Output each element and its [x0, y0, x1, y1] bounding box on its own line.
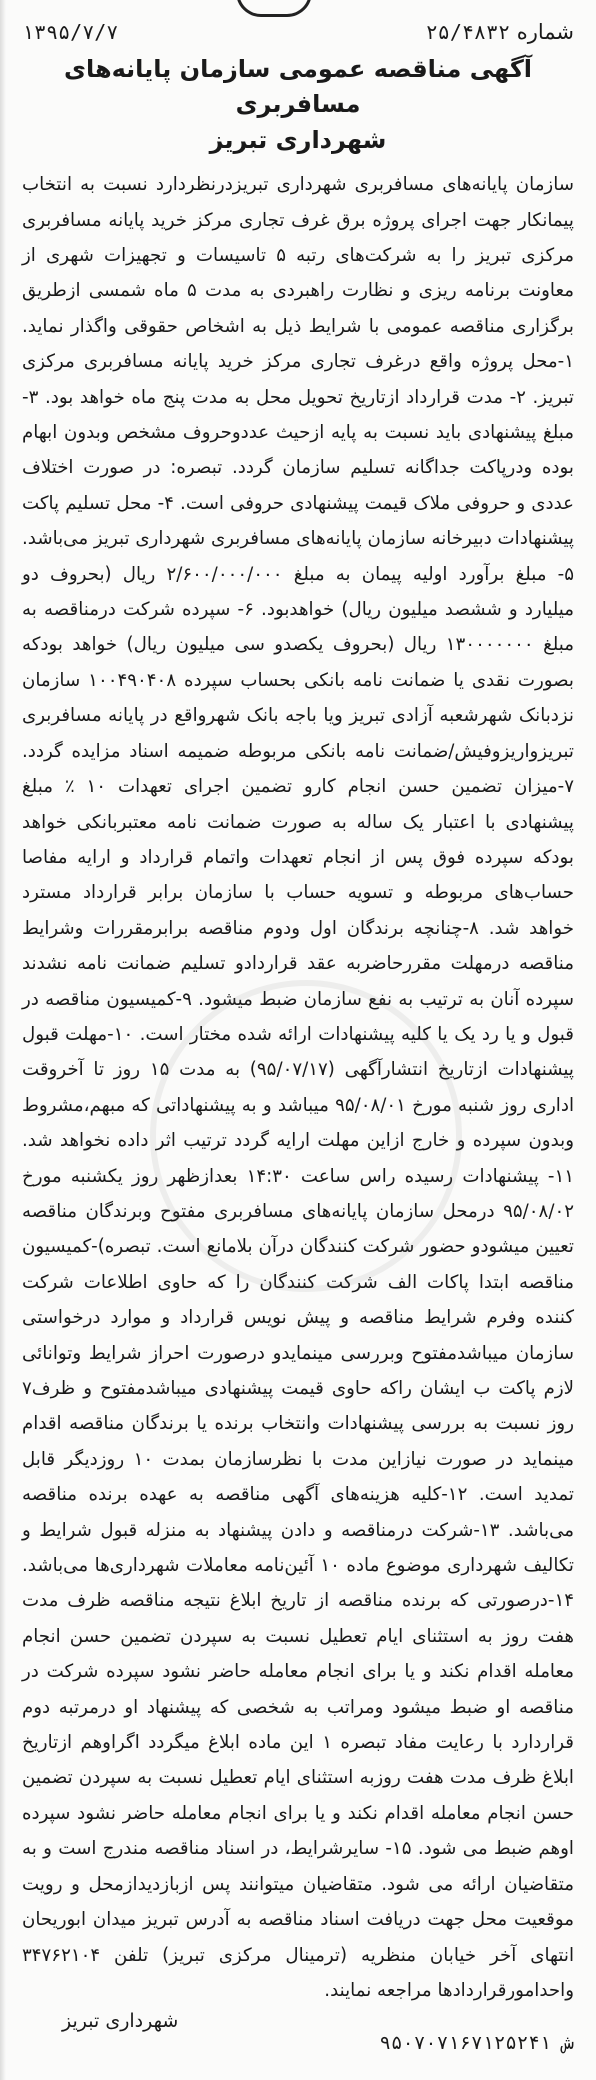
notice-body: سازمان پایانه‌های مسافربری شهرداری تبریزدرنظردارد نسبت به انتخاب پیمانکار جهت اجرای پروژه برق غرف تجاری مرکز خرید پایانه مسافربری مرکزی تبریز را به شرکت‌های رتبه ۵ تاسیسات و تجهیزات شهری از معاونت برنامه ریزی و نظارت راهبردی به مدت ۵ ماه شمسی ازطریق برگزاری مناقصه عمومی با شرایط ذیل به اشخاص حقوقی واگذار نماید. ۱-محل پروژه واقع درغرف تجاری مرکز خرید پایانه مسافربری مرکزی تبریز. ۲- مدت قرارداد ازتاریخ تحویل محل به مدت پنج ماه خواهد بود. ۳- مبلغ پیشنهادی باید نسبت به پایه ازحیث عددوحروف مشخص وبدون ابهام بوده ودرپاکت جداگانه تسلیم سازمان گردد. تبصره: در صورت اختلاف عددی و حروفی ملاک قیمت پیشنهادی حروفی است. ۴- محل تسلیم پاکت پیشنهادات دبیرخانه سازمان پایانه‌های مسافربری شهرداری تبریز می‌باشد. ۵- مبلغ برآورد اولیه پیمان به مبلغ ۲/۶۰۰/۰۰۰/۰۰۰ ریال (بحروف دو میلیارد و ششصد میلیون ریال) خواهدبود. ۶- سپرده شرکت درمناقصه به مبلغ ۱۳۰۰۰۰۰۰۰ ریال (بحروف یکصدو سی میلیون ریال) خواهد بودکه بصورت نقدی یا ضمانت نامه بانکی بحساب سپرده ۱۰۰۴۹۰۴۰۸ سازمان نزدبانک شهرشعبه آزادی تبریز ویا باجه بانک شهرواقع در پایانه مسافربری تبریزواریزوفیش/ضمانت نامه بانکی مربوطه ضمیمه اسناد مزایده گردد. ۷-میزان تضمین حسن انجام کارو تضمین اجرای تعهدات ۱۰ ٪ مبلغ پیشنهادی با اعتبار یک ساله به صورت ضمانت نامه معتبربانکی خواهد بودکه سپرده فوق پس از انجام تعهدات واتمام قرارداد و ارایه مفاصا حساب‌های مربوطه و تسویه حساب با سازمان برابر قرارداد مسترد خواهد شد. ۸-چنانچه برندگان اول ودوم مناقصه برابرمقررات وشرایط مناقصه درمهلت مقررحاضربه عقد قراردادو تسلیم ضمانت نامه نشدند سپرده آنان به ترتیب به نفع سازمان ضبط میشود. ۹-کمیسیون مناقصه در قبول و یا رد یک یا کلیه پیشنهادات ارائه شده مختار است. ۱۰-مهلت قبول پیشنهادات ازتاریخ انتشارآگهی (۹۵/۰۷/۱۷) به مدت ۱۵ روز تا آخروقت اداری روز شنبه مورخ ۹۵/۰۸/۰۱ میباشد و به پیشنهاداتی که مبهم،مشروط وبدون سپرده و خارج ازاین مهلت ارایه گردد ترتیب اثر داده نخواهد شد. ۱۱- پیشنهادات رسیده راس ساعت ۱۴:۳۰ بعدازظهر روز یکشنبه مورخ ۹۵/۰۸/۰۲ درمحل سازمان پایانه‌های مسافربری مفتوح وبرندگان مناقصه تعیین میشودو حضور شرکت کنندگان درآن بلامانع است. تبصره)-کمیسیون مناقصه ابتدا پاکات الف شرکت کنندگان را که حاوی اطلاعات شرکت کننده وفرم شرایط مناقصه و پیش نویس قرارداد و موارد درخواستی سازمان میباشدمفتوح وبررسی مینمایدو درصورت احراز شرایط وتوانائی لازم پاکت ب ایشان راکه حاوی قیمت پیشنهادی میباشدمفتوح و ظرف۷ روز نسبت به بررسی پیشنهادات وانتخاب برنده یا برندگان مناقصه اقدام مینماید در صورت نیازاین مدت با نظرسازمان بمدت ۱۰ روزدیگر قابل تمدید است. ۱۲-کلیه هزینه‌های آگهی مناقصه به عهده برنده مناقصه می‌باشد. ۱۳-شرکت درمناقصه و دادن پیشنهاد به منزله قبول شرایط و تکالیف شهرداری موضوع ماده ۱۰ آئین‌نامه معاملات شهرداری‌ها می‌باشد. ۱۴-درصورتی که برنده مناقصه از تاریخ ابلاغ نتیجه مناقصه ظرف مدت هفت روز به استثنای ایام تعطیل نسبت به سپردن تضمین حسن انجام معامله اقدام نکند و یا برای انجام معامله حاضر نشود سپرده شرکت در مناقصه او ضبط میشود ومراتب به شخصی که پیشنهاد او درمرتبه دوم قراردارد با رعایت مفاد تبصره ۱ این ماده ابلاغ میگردد اگراوهم ازتاریخ ابلاغ ظرف مدت هفت روزبه استثنای ایام تعطیل نسبت به سپردن تضمین حسن انجام معامله اقدام نکند و یا برای انجام معامله حاضر نشود سپرده اوهم ضبط می شود. ۱۵- سایرشرایط، در اسناد مناقصه مندرج است و به متقاضیان ارائه می شود. متقاضیان میتوانند پس ازبازدیدازمحل و رویت موقعیت محل جهت دریافت اسناد مناقصه به آدرس تبریز میدان ابوریحان انتهای آخر خیابان منظریه (ترمینال مرکزی تبریز) تلفن ۳۴۷۶۲۱۰۴ واحدامورقراردادها مراجعه نمایند.	[22, 174, 575, 2001]
notice-title: آگهی مناقصه عمومی سازمان پایانه‌های مسافربری	[63, 55, 533, 118]
number-label: شماره	[516, 20, 574, 44]
number-value: ۲۵/۴۸۳۲	[425, 20, 511, 44]
notice-number	[426, 20, 574, 44]
header-row	[22, 20, 574, 44]
notice-date: ۱۳۹۵/۷/۷	[22, 20, 119, 44]
paper-edge-shadow	[0, 0, 6, 2080]
footer-code: ش ۹۵۰۷۰۷۱۶۷۱۲۵۲۴۱	[379, 2032, 574, 2055]
signature: شهرداری تبریز	[62, 2010, 179, 2033]
notice-subtitle: شهرداری تبریز	[209, 125, 387, 154]
handwritten-mark	[236, 0, 312, 17]
